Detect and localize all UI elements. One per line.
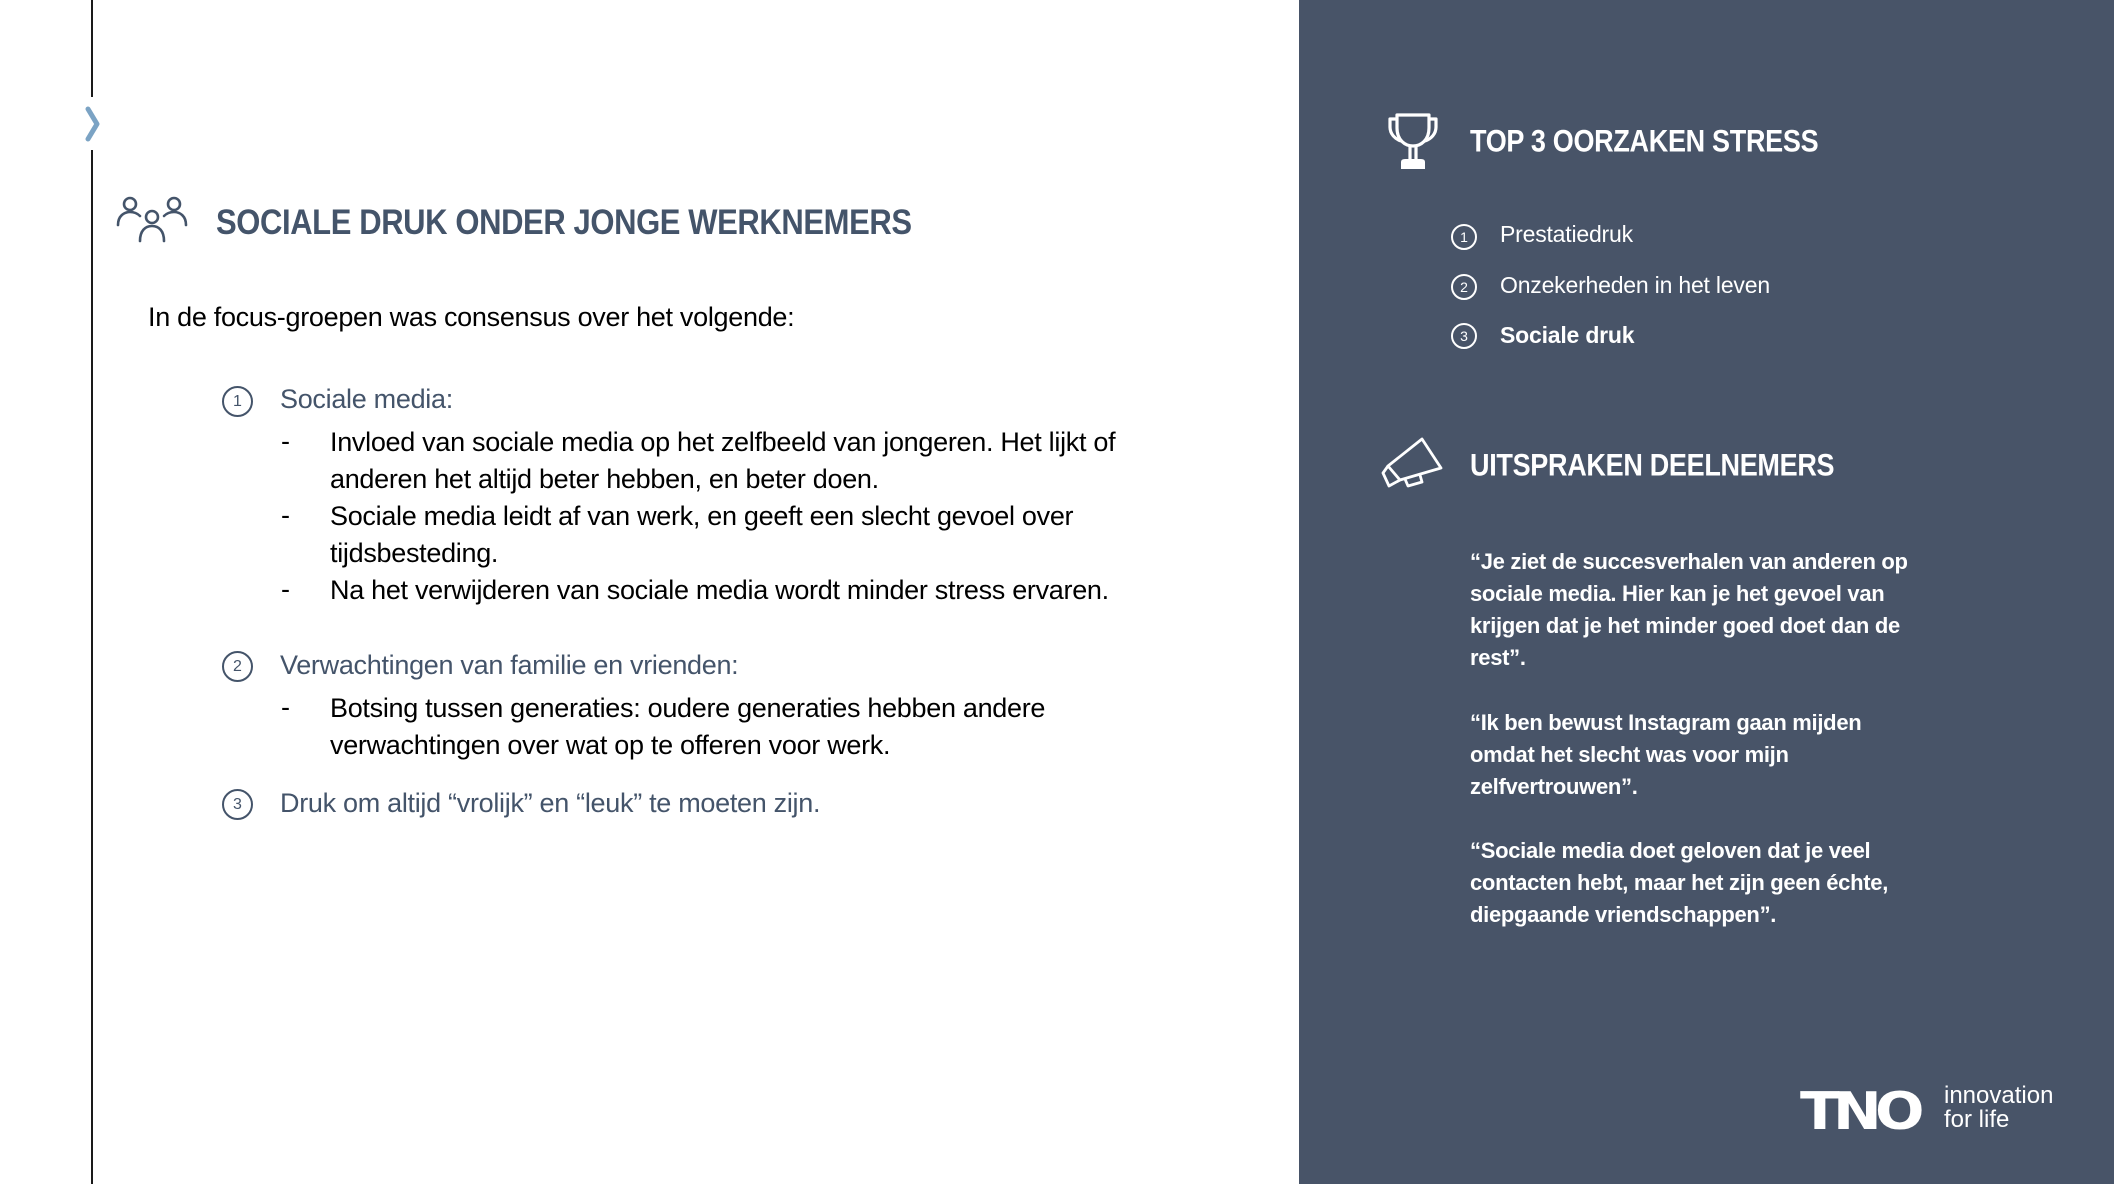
logo-tagline: innovation for life (1944, 1082, 2054, 1133)
left-divider-line (91, 150, 93, 1184)
number-2-icon: 2 (1451, 274, 1477, 300)
intro-text: In de focus-groepen was consensus over het volgende: (148, 302, 795, 332)
number-2-icon: 2 (222, 651, 253, 682)
number-1-icon: 1 (1451, 224, 1477, 250)
bullet-text: Invloed van sociale media op het zelfbeeld van jongeren. Het lijkt of anderen het altijd beter hebben, en beter doen. (330, 427, 1116, 494)
bullet-text: Sociale media leidt af van werk, en geeft een slecht gevoel over tijdsbesteding. (330, 501, 1074, 568)
bullet-dash: - (281, 500, 290, 530)
chevron-right-icon[interactable] (82, 106, 102, 142)
number-3-icon: 3 (1451, 323, 1477, 349)
left-divider-line (91, 0, 93, 97)
top3-heading: TOP 3 OORZAKEN STRESS (1470, 124, 1819, 159)
item-title-verwachtingen: Verwachtingen van familie en vrienden: (280, 650, 739, 680)
top3-item: Onzekerheden in het leven (1500, 272, 1770, 298)
item-title-sociale-media: Sociale media: (280, 384, 453, 414)
bullet-dash: - (281, 574, 290, 604)
people-group-icon (116, 195, 188, 243)
bullet-dash: - (281, 426, 290, 456)
item-title-druk: Druk om altijd “vrolijk” en “leuk” te moeten zijn. (280, 788, 821, 818)
participant-quote: “Sociale media doet geloven dat je veel contacten hebt, maar het zijn geen échte, diepgaande vriendschappen”. (1470, 838, 1889, 927)
trophy-icon (1387, 112, 1439, 172)
number-1-icon: 1 (222, 386, 253, 417)
megaphone-icon (1380, 436, 1444, 490)
participant-quote: “Je ziet de succesverhalen van anderen op sociale media. Hier kan je het gevoel van krijgen dat je het minder goed doet dan de rest”. (1470, 549, 1908, 670)
bullet-text: Botsing tussen generaties: oudere generaties hebben andere verwachtingen over wat op te offeren voor werk. (330, 693, 1046, 760)
participant-quote: “Ik ben bewust Instagram gaan mijden omdat het slecht was voor mijn zelfvertrouwen”. (1470, 710, 1862, 799)
logo-mark: TNO (1800, 1082, 1918, 1142)
bullet-text: Na het verwijderen van sociale media wordt minder stress ervaren. (330, 575, 1109, 605)
bullet-dash: - (281, 692, 290, 722)
top3-item: Prestatiedruk (1500, 221, 1633, 247)
top3-item: Sociale druk (1500, 322, 1635, 348)
tno-logo (1800, 1082, 2070, 1142)
number-3-icon: 3 (222, 789, 253, 820)
quotes-heading: UITSPRAKEN DEELNEMERS (1470, 448, 1835, 483)
page-title: SOCIALE DRUK ONDER JONGE WERKNEMERS (216, 202, 912, 243)
